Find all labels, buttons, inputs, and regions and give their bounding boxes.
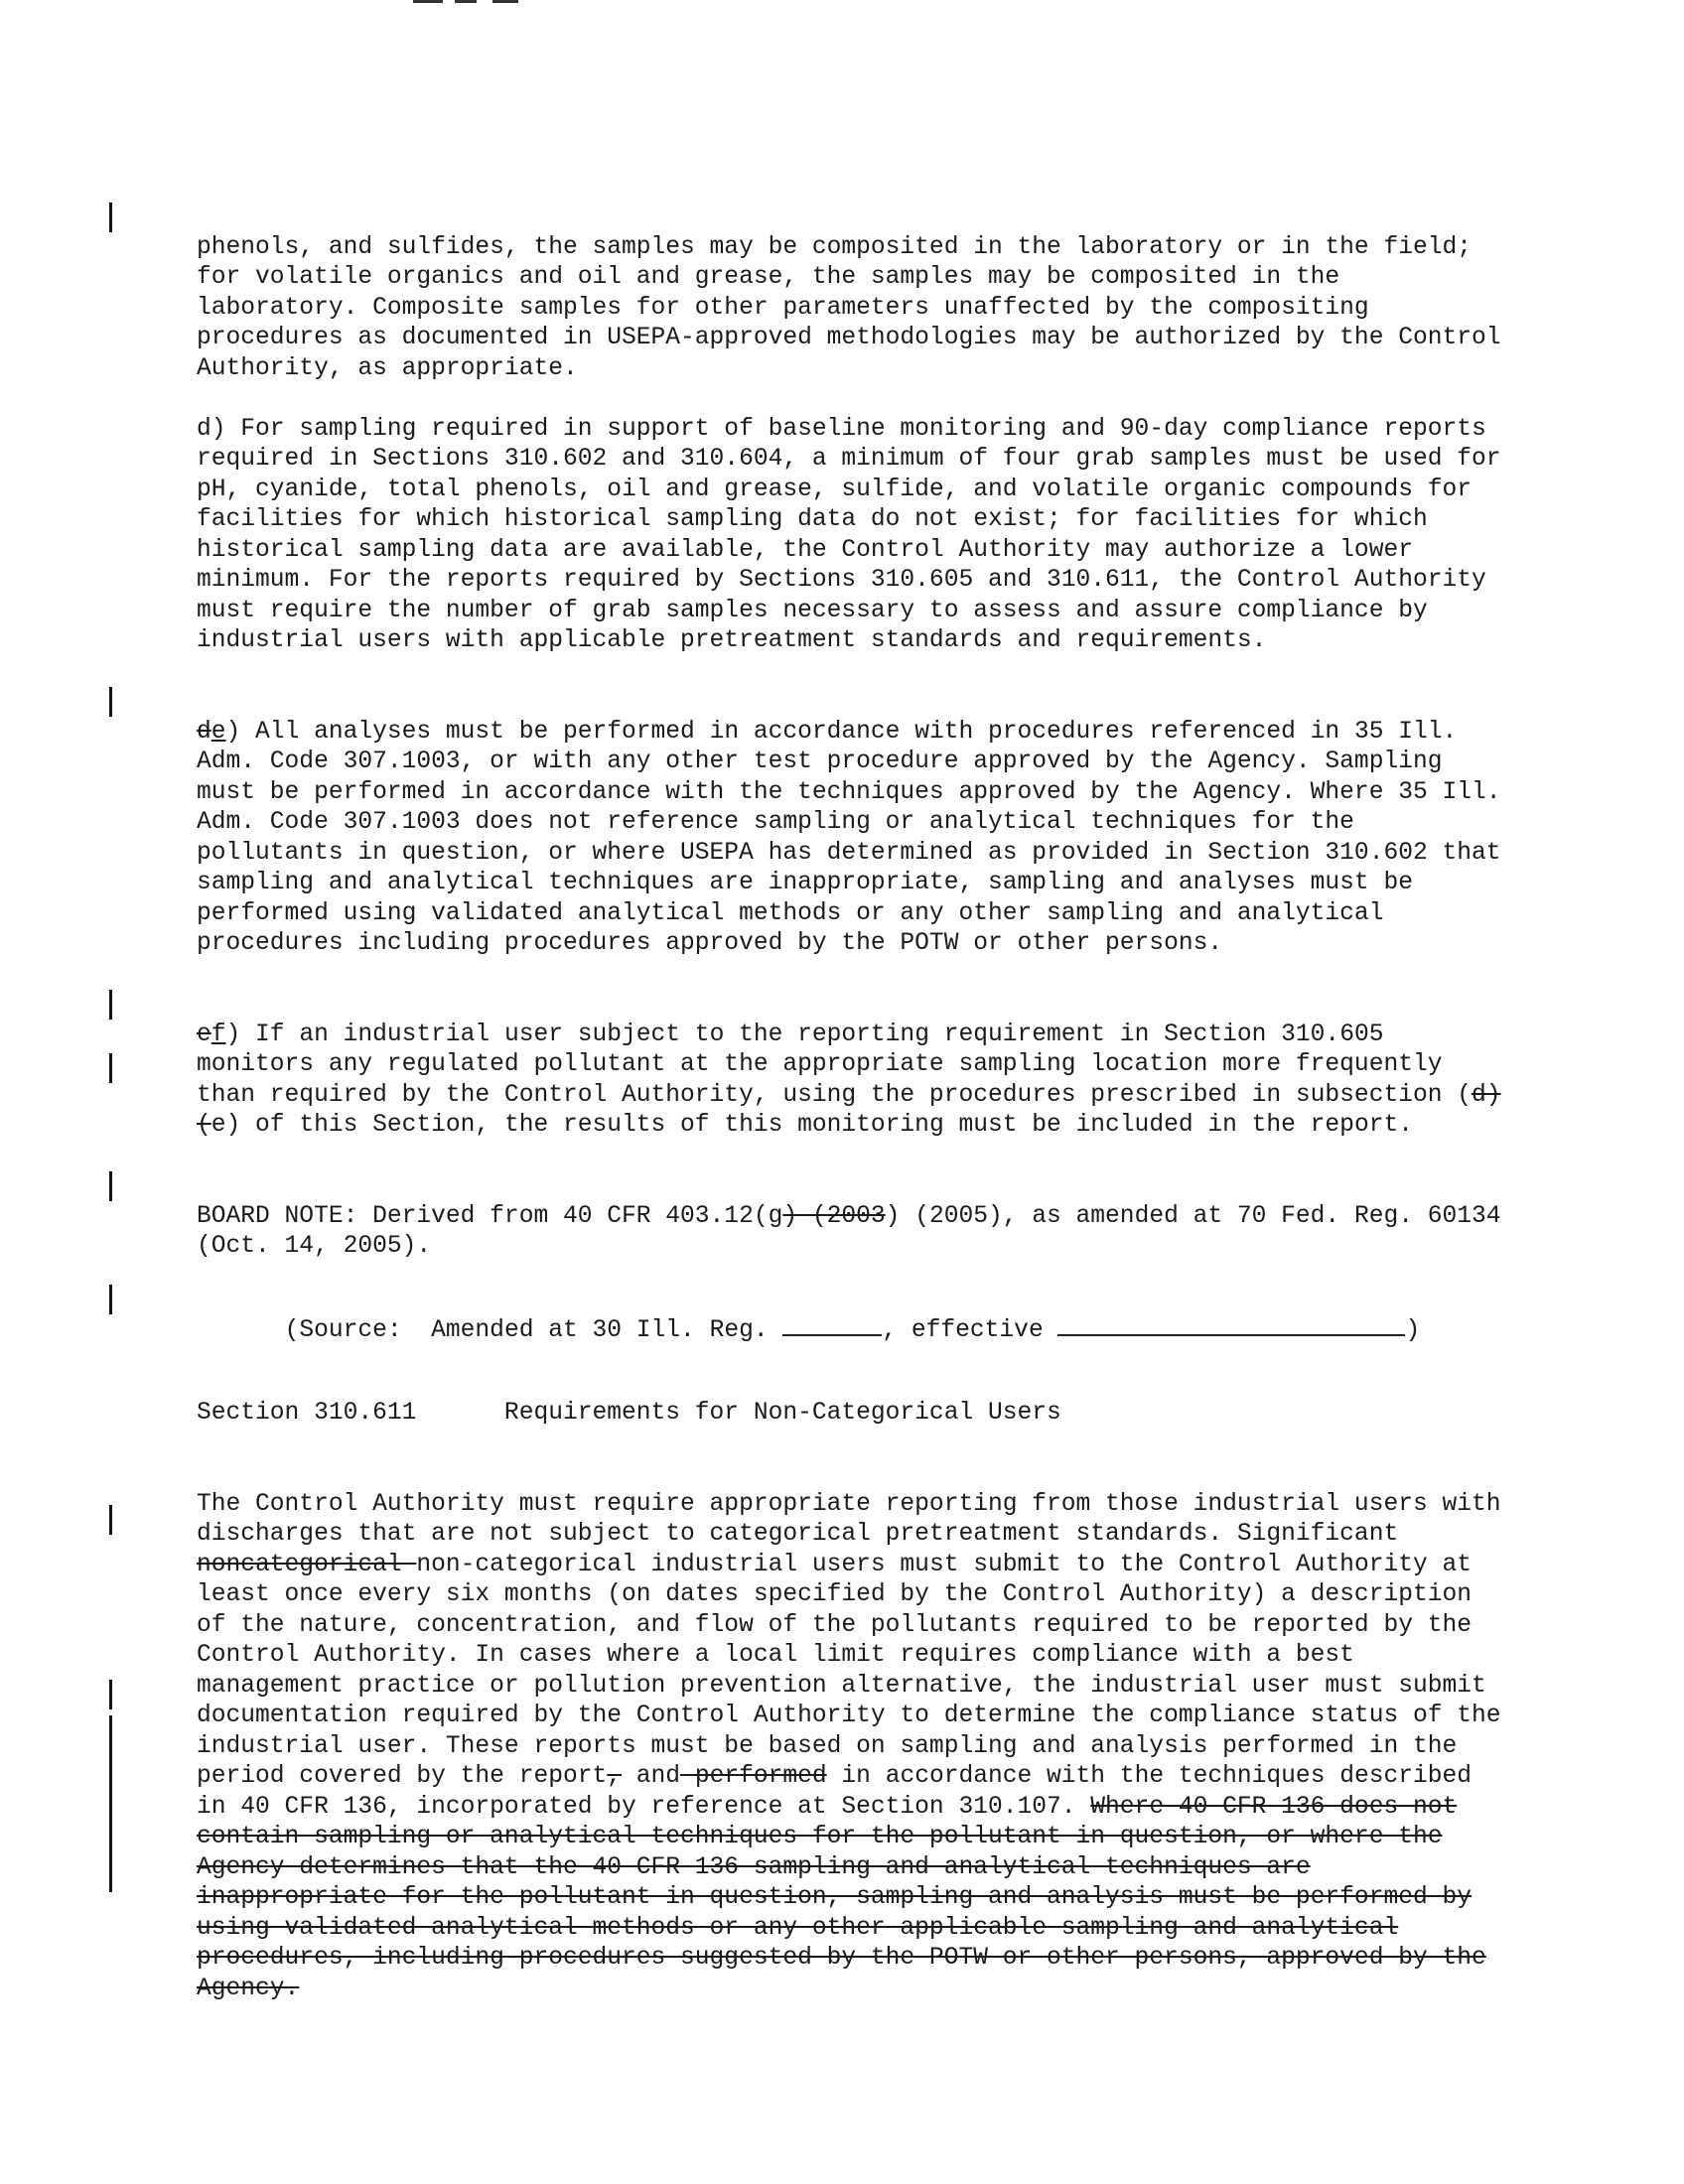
paragraph-text: d) For sampling required in support of baseline monitoring and 90-day compliance reports required in Sections 310.602 and 310.604, a minimum of four grab samples must be used for pH, cyanide, total phenols, oil and grease, sulfide, and volatile organic compounds for facilities for which historical sampling data do not exist; for facilities for which historical sampling data are available, the Control Authority may authorize a lower minimum. For the reports required by Sections 310.605 and 310.611, the Control Authority must require the number of grab samples necessary to assess and assure compliance by industrial users with applicable pretreatment standards and requirements. — [197, 415, 1501, 654]
revision-bar — [109, 1285, 112, 1314]
revision-bar — [109, 1053, 112, 1083]
paragraph-text: non-categorical industrial users must submit to the Control Authority at least once every six months (on dates specified by the Control Authority) a description of the nature, concentration, and flow of the pollutants required to be reported by the Control Authority. In cases where a local limit requires compliance with a best management practice or pollution prevention alternative, the industrial user must submit documentation required by the Control Authority to determine the compliance status of the industrial user. These reports must be based on sampling and analysis performed in the period covered by the report — [197, 1551, 1501, 1790]
inserted-text: f — [210, 1021, 226, 1048]
paragraph-text: phenols, and sulfides, the samples may be composited in the laboratory or in the field; for volatile organics and oil and grease, the samples may be composited in the laboratory. Composite samples for other parameters unaffected by the compositing procedures as documented in USEPA-approved methodologies may be authorized by the Control Authority, as appropriate. — [197, 233, 1501, 382]
deleted-text: d — [197, 718, 211, 746]
deleted-text: Where 40 CFR 136 does not contain sampling or analytical techniques for the pollutant in question, or where the Agency determines that the 40 CFR 136 sampling and analytical techniques are inappropriate for the pollutant in question, sampling and analysis must be performed by using validated analytical methods or any other applicable sampling and analytical procedures, including procedures suggested by the POTW or other persons, approved by the Agency. — [197, 1793, 1486, 2002]
paragraph-compositing — [197, 203, 1507, 384]
deleted-text: d) ( — [197, 1081, 1501, 1139]
revision-bar — [109, 1505, 112, 1535]
source-note — [197, 1285, 1507, 1378]
paragraph-f-monitoring — [197, 990, 1507, 1142]
revision-bar — [109, 687, 112, 717]
paragraph-text: in accordance with the techniques described in 40 CFR 136, incorporated by reference at Section 310.107. — [197, 1763, 1473, 1821]
top-scan-mark — [492, 0, 518, 3]
top-scan-mark — [455, 0, 477, 3]
paragraph-d-grab-samples — [197, 415, 1507, 657]
deleted-text: ) (2003 — [782, 1202, 886, 1230]
paragraph-text: ) If an industrial user subject to the reporting requirement in Section 310.605 monitors any regulated pollutant at the appropriate sampling location more frequently than required by the Control Authority, using the procedures prescribed in subsection ( — [197, 1021, 1473, 1109]
deleted-text: performed — [680, 1763, 827, 1790]
blank-line — [1057, 1314, 1405, 1336]
paragraph-text: ) All analyses must be performed in accordance with procedures referenced in 35 Ill. Adm. Code 307.1003, or with any other test procedure approved by the Agency. Sampling must be performed in accordance with the techniques approved by the Agency. Where 35 Ill. Adm. Code 307.1003 does not reference sampling or analytical techniques for the pollutants in question, or where USEPA has determined as provided in Section 310.602 that sampling and analytical techniques are inappropriate, sampling and analyses must be performed using validated analytical methods or any other sampling and analytical procedures including procedures approved by the POTW or other persons. — [197, 718, 1501, 957]
paragraph-text: The Control Authority must require appropriate reporting from those industrial users with discharges that are not subject to categorical pretreatment standards. Significant — [197, 1490, 1501, 1548]
paragraph-text: ) (2005), as amended at 70 Fed. Reg. 60134 (Oct. 14, 2005). — [197, 1202, 1501, 1260]
revision-bar — [109, 203, 112, 232]
paragraph-text: e) of this Section, the results of this monitoring must be included in the report. — [210, 1112, 1413, 1139]
paragraph-text: , effective — [882, 1317, 1058, 1344]
deleted-text: e — [197, 1021, 211, 1048]
paragraph-e-analyses — [197, 687, 1507, 960]
deleted-text: , — [607, 1763, 623, 1790]
board-note — [197, 1171, 1507, 1263]
blank-line — [782, 1314, 882, 1336]
paragraph-text: and — [622, 1763, 681, 1790]
document-body — [197, 203, 1507, 2035]
revision-bar — [109, 1680, 112, 1709]
revision-bar — [109, 990, 112, 1020]
paragraph-non-categorical — [197, 1459, 1507, 2004]
inserted-text: e — [210, 718, 226, 746]
paragraph-text: BOARD NOTE: Derived from 40 CFR 403.12(g — [197, 1202, 783, 1230]
deleted-text: noncategorical — [197, 1551, 417, 1578]
section-heading: Section 310.611 Requirements for Non-Categorical Users — [197, 1400, 1061, 1427]
paragraph-text: (Source: Amended at 30 Ill. Reg. — [284, 1317, 783, 1344]
revision-bar — [109, 1715, 112, 1892]
paragraph-text: ) — [1405, 1317, 1421, 1344]
top-scan-mark — [413, 0, 443, 3]
revision-bar — [109, 1171, 112, 1201]
